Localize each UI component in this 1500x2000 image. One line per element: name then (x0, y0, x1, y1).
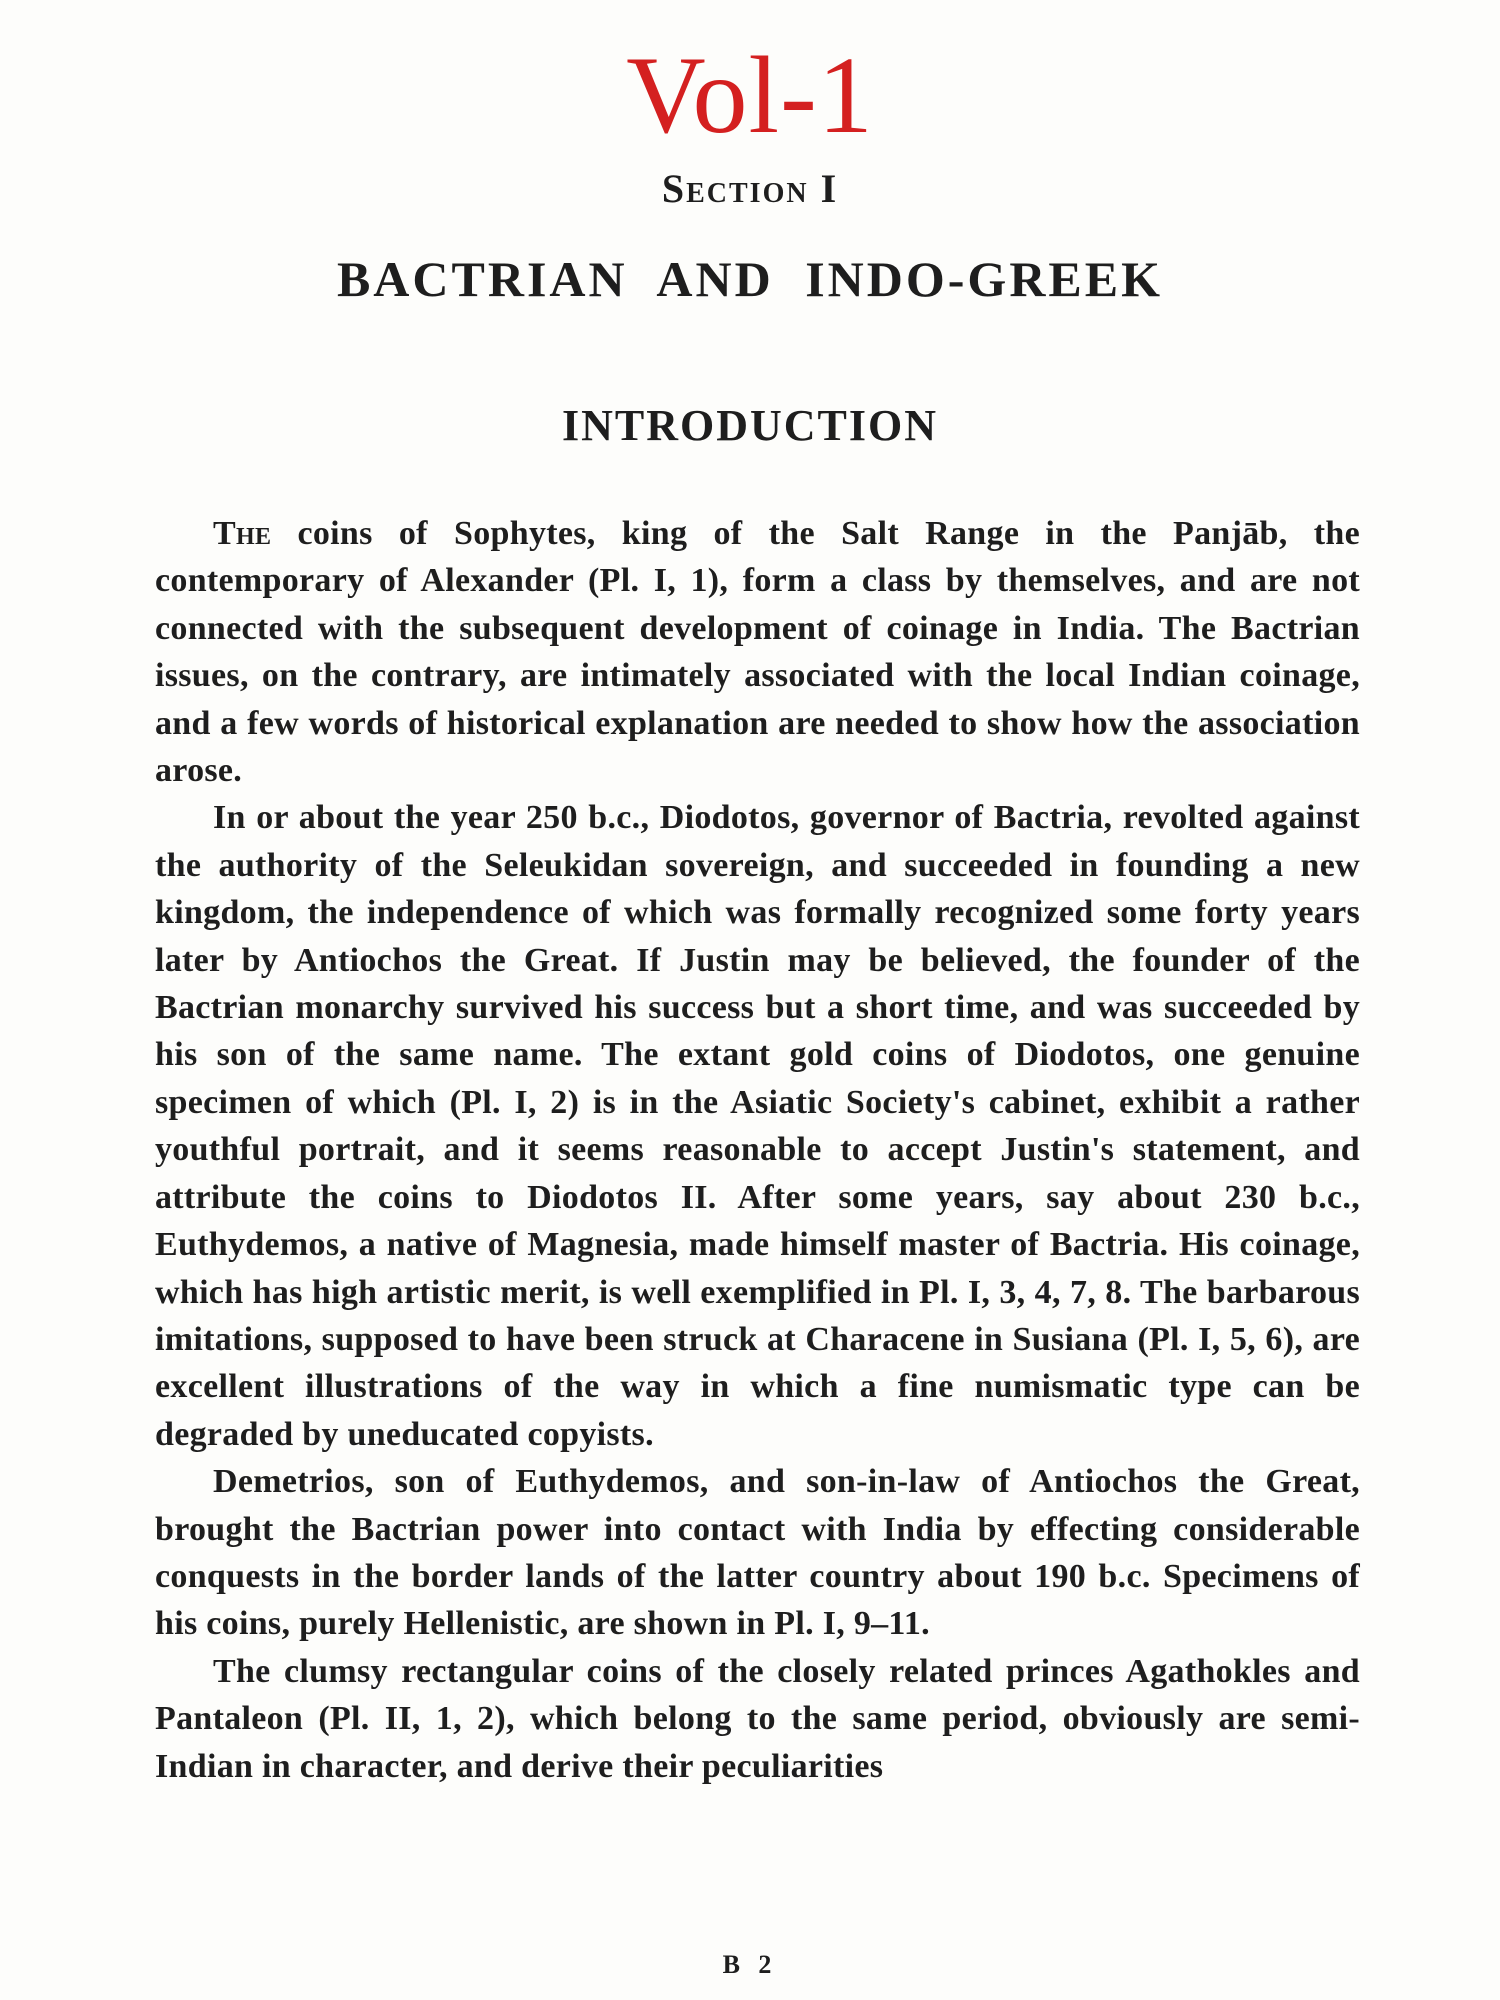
chapter-title: BACTRIAN AND INDO-GREEK (336, 251, 1164, 307)
paragraph-text: Demetrios, son of Euthydemos, and son-in-law of Antiochos the Great, brought the Bactrian power into contact with India by effecting considerable conquests in the border lands of the latter country about 190 b.c. Specimens of his coins, purely Hellenistic, are shown in Pl. I, 9–11. (155, 1463, 1360, 1643)
paragraph-text: coins of Sophytes, king of the Salt Range in the Panjāb, the contemporary of Alexander (Pl. I, 1), form a class by themselves, and are not connected with the subsequent development of coinage in India. The Bactrian issues, on the contrary, are intimately associated with the local Indian coinage, and a few words of historical explanation are needed to show how the association arose. (155, 515, 1360, 790)
introduction-heading: INTRODUCTION (561, 401, 939, 450)
paragraph-lead-word: The (213, 515, 272, 552)
paragraph-4 (155, 1648, 1360, 1790)
section-heading: Section I (661, 166, 839, 211)
signature-mark: B 2 (722, 1950, 778, 1979)
body-text (155, 510, 1360, 1790)
paragraph-1 (155, 510, 1360, 794)
paragraph-text: In or about the year 250 b.c., Diodotos, governor of Bactria, revolted against the authority of the Seleukidan sovereign, and succeeded in founding a new kingdom, the independence of which was formally recognized some forty years later by Antiochos the Great. If Justin may be believed, the founder of the Bactrian monarchy survived his success but a short time, and was succeeded by his son of the same name. The extant gold coins of Diodotos, one genuine specimen of which (Pl. I, 2) is in the Asiatic Society's cabinet, exhibit a rather youthful portrait, and it seems reasonable to accept Justin's statement, and attribute the coins to Diodotos II. After some years, say about 230 b.c., Euthydemos, a native of Magnesia, made himself master of Bactria. His coinage, which has high artistic merit, is well exemplified in Pl. I, 3, 4, 7, 8. The barbarous imitations, supposed to have been struck at Characene in Susiana (Pl. I, 5, 6), are excellent illustrations of the way in which a fine numismatic type can be degraded by uneducated copyists. (155, 799, 1360, 1453)
volume-label: Vol-1 (626, 34, 874, 156)
paragraph-2 (155, 794, 1360, 1458)
paragraph-text: The clumsy rectangular coins of the closely related princes Agathokles and Pantaleon (Pl. II, 1, 2), which belong to the same period, obviously are semi-Indian in character, and derive their peculiarities (155, 1652, 1360, 1785)
paragraph-3 (155, 1458, 1360, 1648)
